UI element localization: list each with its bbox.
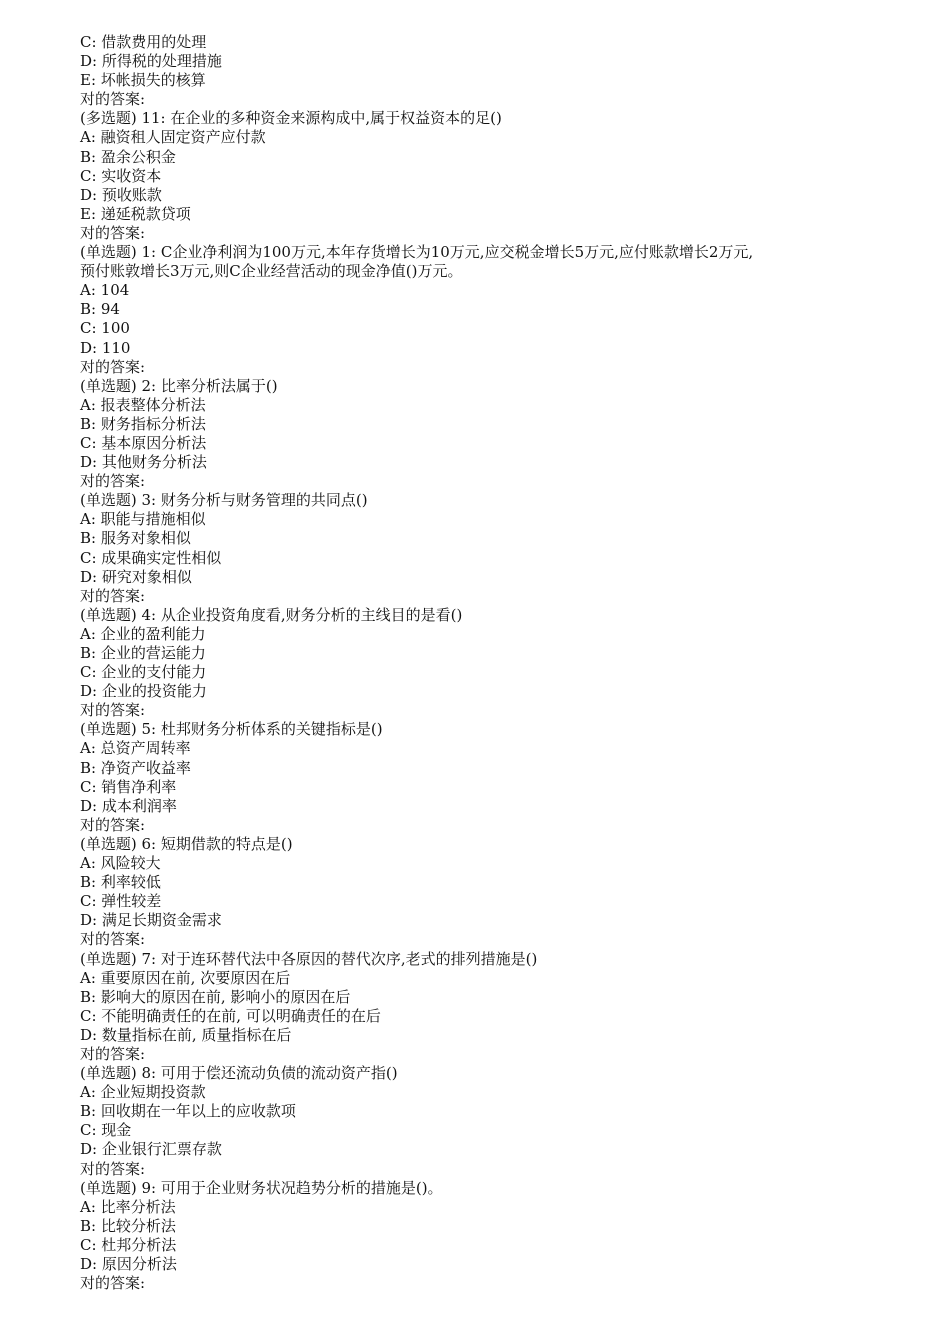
answer-option: C: 现金 (80, 1121, 132, 1140)
answer-option: D: 预收账款 (80, 185, 162, 204)
answer-option: D: 其他财务分析法 (80, 453, 207, 472)
answer-option: D: 企业的投资能力 (80, 682, 207, 701)
answer-option: D: 110 (80, 338, 131, 357)
answer-label: 对的答案: (80, 930, 146, 949)
answer-option: C: 销售净利率 (80, 777, 177, 796)
answer-option: D: 研究对象相似 (80, 567, 192, 586)
answer-option: B: 94 (80, 300, 120, 319)
answer-option: A: 企业的盈利能力 (80, 624, 206, 643)
answer-option: B: 回收期在一年以上的应收款项 (80, 1102, 296, 1121)
question-text: (多选题) 11: 在企业的多种资金来源构成中,属于权益资本的足() (80, 109, 502, 128)
answer-label: 对的答案: (80, 586, 146, 605)
answer-option: C: 杜邦分析法 (80, 1235, 177, 1254)
answer-option: B: 比较分析法 (80, 1216, 176, 1235)
answer-label: 对的答案: (80, 357, 146, 376)
answer-option: B: 利率较低 (80, 873, 161, 892)
answer-option: A: 融资租人固定资产应付款 (80, 128, 266, 147)
question-text-continued: 预付账敦增长3万元,则C企业经营活动的现金净值()万元。 (80, 262, 463, 281)
answer-option: E: 递延税款贷项 (80, 204, 191, 223)
question-text: (单选题) 1: C企业净利润为100万元,本年存货增长为10万元,应交税金增长5万元,应付账款增长2万元, (80, 243, 754, 262)
question-text: (单选题) 3: 财务分析与财务管理的共同点() (80, 491, 368, 510)
answer-option: B: 财务指标分析法 (80, 414, 206, 433)
answer-option: A: 企业短期投资款 (80, 1083, 206, 1102)
answer-option: D: 企业银行汇票存款 (80, 1140, 222, 1159)
question-text: (单选题) 2: 比率分析法属于() (80, 376, 278, 395)
answer-option: B: 影响大的原因在前, 影响小的原因在后 (80, 987, 351, 1006)
answer-option: C: 100 (80, 319, 130, 338)
answer-option: C: 实收资本 (80, 166, 162, 185)
answer-option: C: 不能明确责任的在前, 可以明确责任的在后 (80, 1006, 381, 1025)
answer-option: A: 职能与措施相似 (80, 510, 206, 529)
answer-option: C: 弹性较差 (80, 892, 162, 911)
document-page (80, 33, 880, 1293)
answer-option: B: 服务对象相似 (80, 529, 191, 548)
answer-option: C: 企业的支付能力 (80, 663, 207, 682)
answer-option: A: 报表整体分析法 (80, 395, 206, 414)
answer-label: 对的答案: (80, 223, 146, 242)
answer-option: B: 企业的营运能力 (80, 644, 206, 662)
answer-label: 对的答案: (80, 1159, 146, 1178)
answer-option: D: 满足长期资金需求 (80, 911, 222, 930)
answer-option: A: 总资产周转率 (80, 739, 191, 758)
answer-label: 对的答案: (80, 815, 146, 834)
answer-option: B: 盈余公积金 (80, 147, 176, 166)
answer-option: A: 104 (80, 281, 130, 300)
answer-option: B: 净资产收益率 (80, 758, 191, 777)
question-text: (单选题) 5: 杜邦财务分析体系的关键指标是() (80, 720, 383, 739)
question-text: (单选题) 7: 对于连环替代法中各原因的替代次序,老式的排列措施是() (80, 949, 538, 968)
answer-label: 对的答案: (80, 1044, 146, 1063)
answer-option: D: 所得税的处理措施 (80, 52, 222, 71)
answer-option: A: 重要原因在前, 次要原因在后 (80, 968, 291, 987)
answer-option: C: 基本原因分析法 (80, 433, 207, 452)
answer-option: E: 坏帐损失的核算 (80, 71, 206, 90)
answer-option: D: 成本利润率 (80, 796, 177, 815)
answer-label: 对的答案: (80, 90, 146, 109)
answer-option: C: 成果确实定性相似 (80, 548, 222, 567)
question-text: (单选题) 8: 可用于偿还流动负债的流动资产指() (80, 1064, 398, 1083)
answer-label: 对的答案: (80, 1274, 146, 1293)
answer-label: 对的答案: (80, 472, 146, 491)
question-text: (单选题) 4: 从企业投资角度看,财务分析的主线目的是看() (80, 605, 463, 624)
answer-option: D: 数量指标在前, 质量指标在后 (80, 1025, 292, 1044)
question-text: (单选题) 9: 可用于企业财务状况趋势分析的措施是()。 (80, 1178, 443, 1197)
answer-option: A: 风险较大 (80, 854, 161, 873)
answer-option: C: 借款费用的处理 (80, 33, 207, 51)
answer-option: A: 比率分析法 (80, 1197, 176, 1216)
question-text: (单选题) 6: 短期借款的特点是() (80, 834, 293, 853)
answer-label: 对的答案: (80, 701, 146, 720)
answer-option: D: 原因分析法 (80, 1255, 177, 1273)
